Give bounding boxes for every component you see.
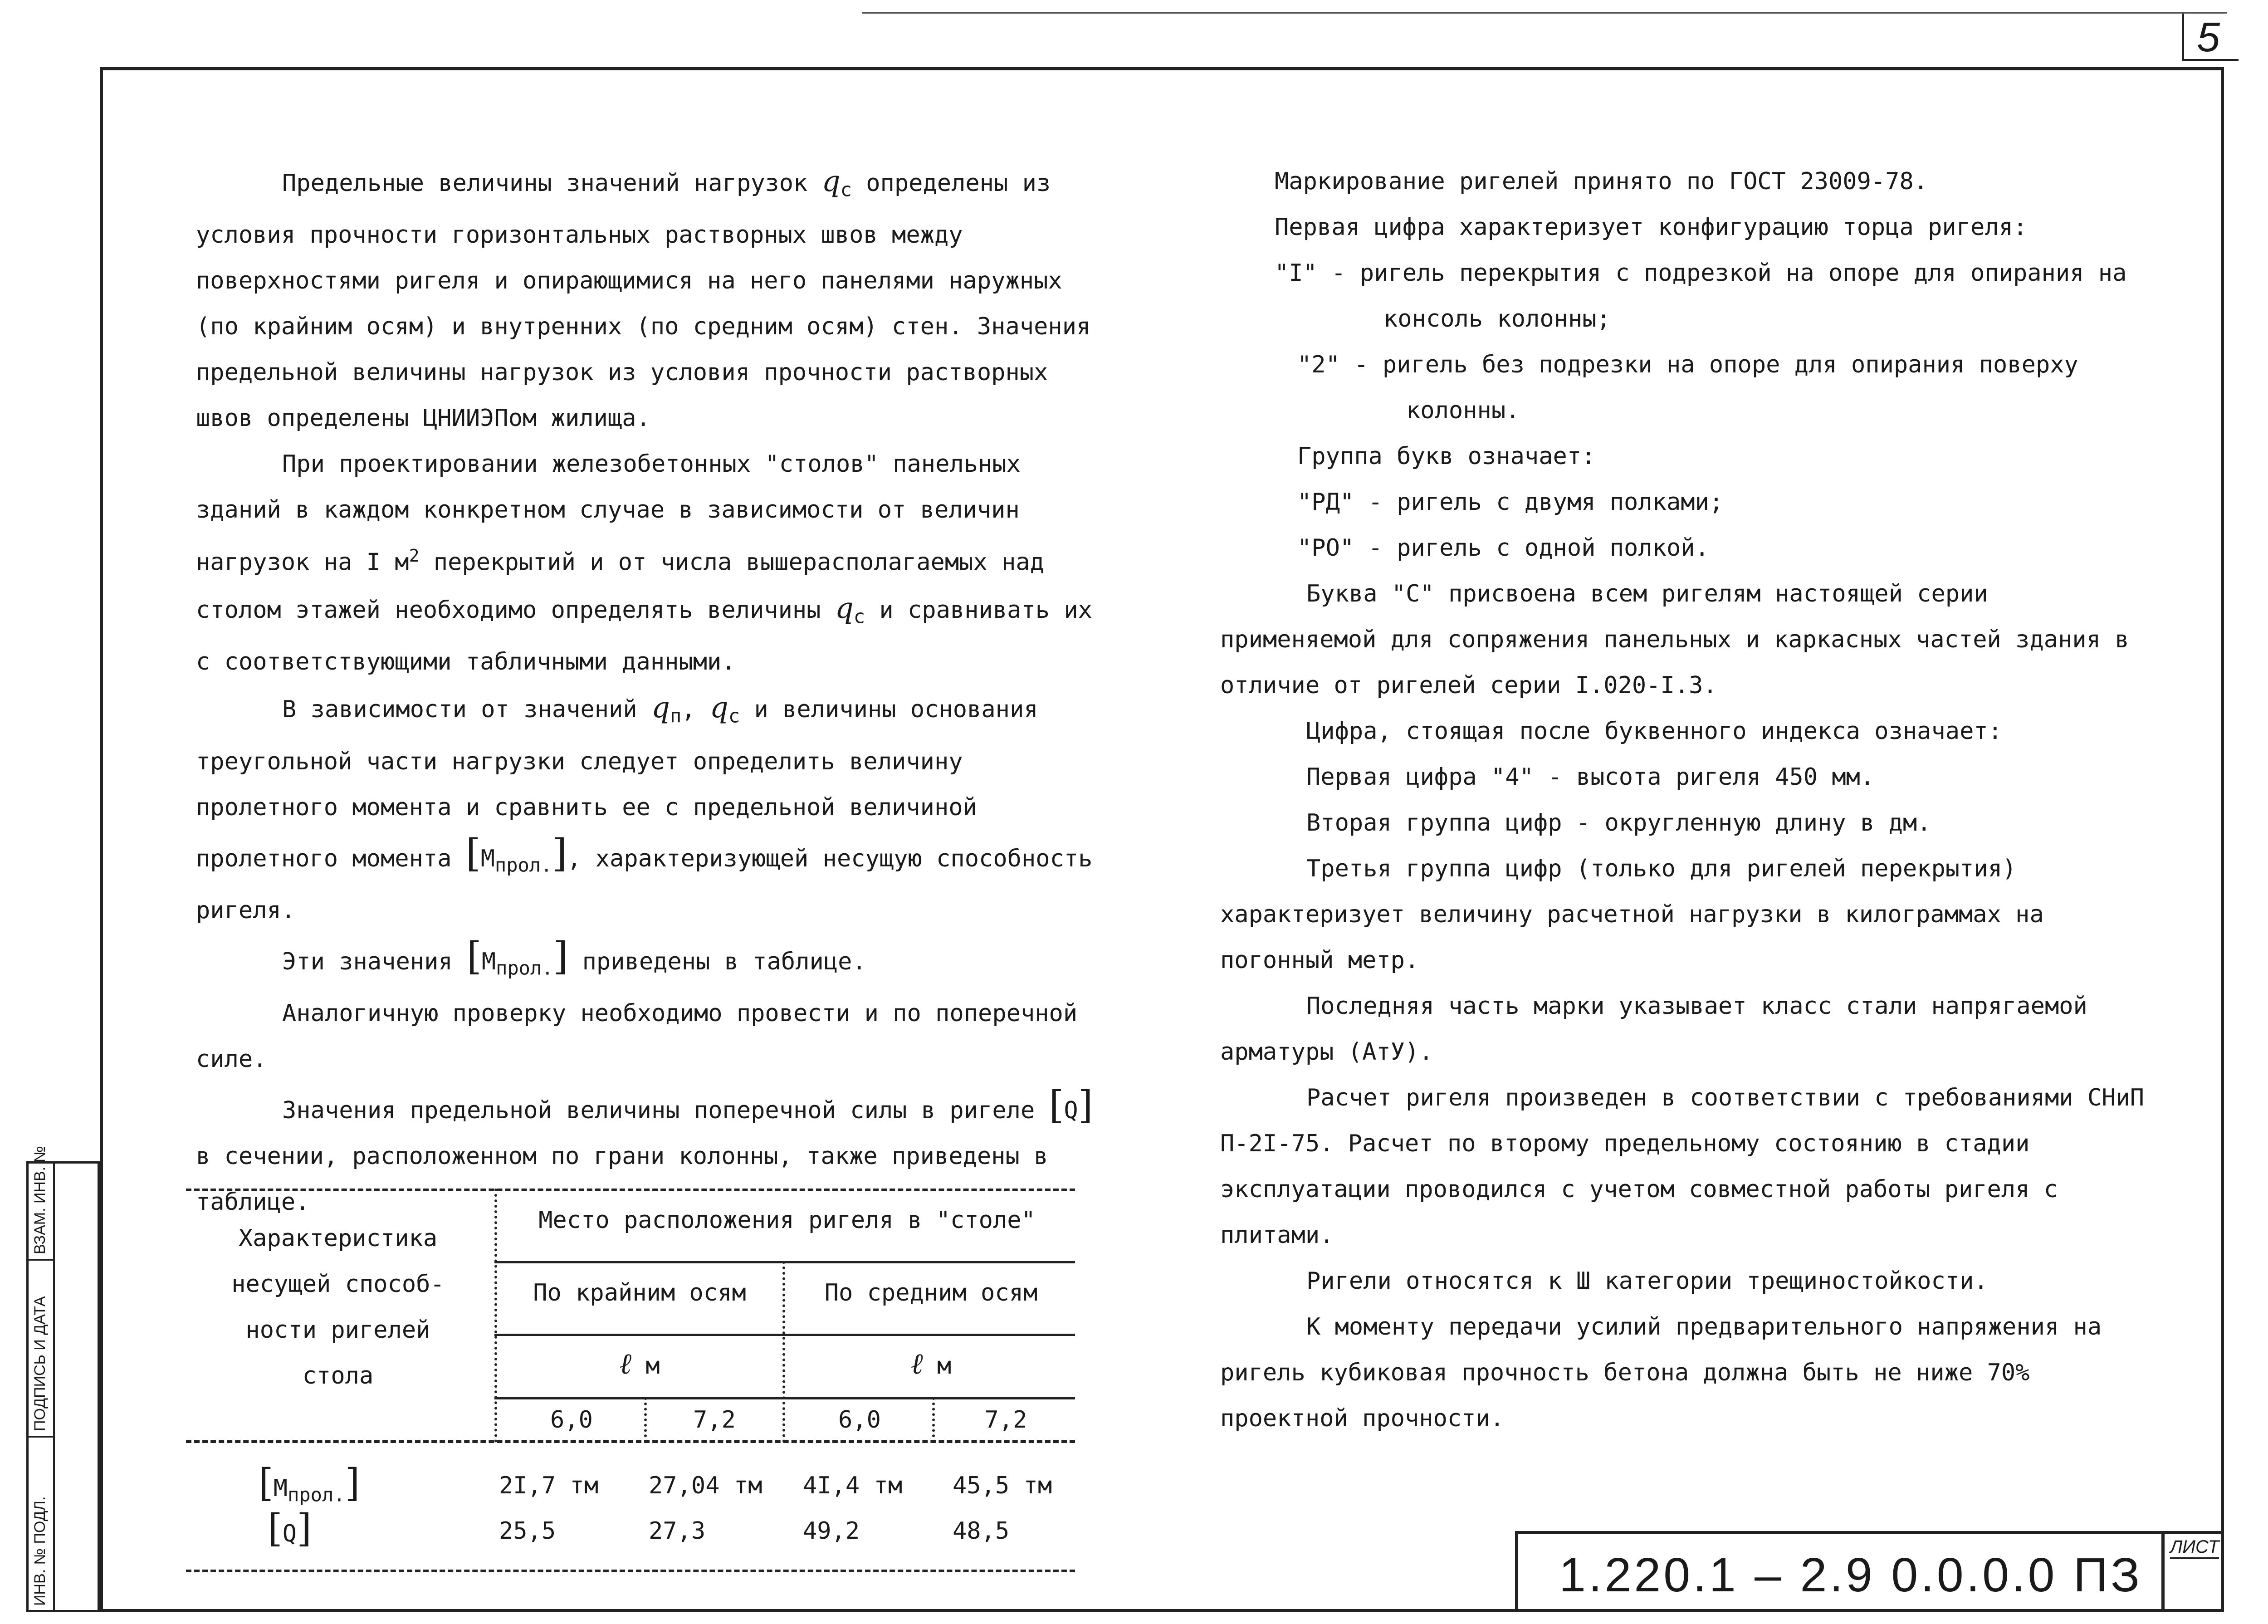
table-length-label xyxy=(787,1347,1075,1381)
subscript: с xyxy=(840,178,852,201)
right-paragraph-6: "РД" - ригель с двумя полками; xyxy=(1297,489,1724,516)
subscript: прол. xyxy=(496,957,553,979)
moment-symbol: М xyxy=(273,1475,288,1502)
table-group-header: Место расположения ригеля в "столе" xyxy=(538,1207,1036,1234)
page-number-cell xyxy=(2182,14,2239,61)
side-label-inv-podl: ИНВ. № ПОДЛ. xyxy=(31,1496,49,1606)
subscript: с xyxy=(728,704,740,727)
right-paragraph-13: Последняя часть марки указывает класс стали напрягаемой арматуры (АтУ). xyxy=(1220,993,2087,1066)
left-paragraph-4 xyxy=(196,934,1094,991)
table-row-label-moment xyxy=(259,1461,431,1506)
text-span: и сравнивать их с соответствующими табличными данными. xyxy=(196,596,1092,676)
bracket-open: [ xyxy=(1049,1083,1064,1128)
table-bottom-rule xyxy=(186,1570,1075,1572)
page-number: 5 xyxy=(2197,14,2220,60)
right-paragraph-1: Маркирование ригелей принято по ГОСТ 23009-78. xyxy=(1275,168,1928,195)
moment-symbol: М xyxy=(481,948,496,975)
table-cell: 25,5 xyxy=(499,1517,556,1545)
right-text-column xyxy=(1220,159,2155,1442)
table-cell: 27,04 тм xyxy=(649,1472,763,1499)
bracket-open: [ xyxy=(467,934,482,978)
load-symbol: q xyxy=(709,691,728,725)
title-stamp xyxy=(1515,1531,2168,1612)
left-paragraph-2 xyxy=(196,441,1094,685)
table-cell: 27,3 xyxy=(649,1517,706,1545)
text-span: При проектировании железобетонных "столов" панельных зданий в каждом конкретном случае в зависимости от величин нагрузок на I м xyxy=(196,450,1021,576)
length-unit: м xyxy=(937,1352,952,1379)
table-top-rule xyxy=(186,1189,1075,1191)
left-paragraph-3 xyxy=(196,685,1094,934)
bracket-open: [ xyxy=(268,1506,283,1551)
table-col-divider xyxy=(932,1397,935,1443)
top-edge-line xyxy=(862,12,2227,14)
text-span: в сечении, расположенном по грани колонны, также приведены в таблице. xyxy=(196,1143,1048,1216)
side-label-podpis-data: ПОДПИСЬ И ДАТА xyxy=(31,1296,49,1431)
left-paragraph-1 xyxy=(196,159,1094,441)
text-span: Эти значения xyxy=(282,948,467,975)
bracket-close: ] xyxy=(553,934,568,978)
table-head-line: Характеристика xyxy=(238,1225,438,1252)
table-cell: 2I,7 тм xyxy=(499,1472,599,1499)
right-paragraph-5: Группа букв означает: xyxy=(1297,443,1596,470)
table-sub-header-middle: По средним осям xyxy=(824,1279,1038,1306)
left-text-column xyxy=(196,159,1094,1225)
table-head-line: несущей способ- xyxy=(231,1271,445,1298)
right-paragraph-12: Третья группа цифр (только для ригелей перекрытия) характеризует величину расчетной нагрузки в килограммах на погонный метр. xyxy=(1220,855,2044,974)
side-divider xyxy=(29,1436,53,1438)
table-head-line: ности ригелей xyxy=(245,1316,430,1344)
text-span: , xyxy=(681,696,710,724)
table-span-value: 7,2 xyxy=(693,1406,736,1433)
right-paragraph-10: Первая цифра "4" - высота ригеля 450 мм. xyxy=(1306,763,1875,791)
right-paragraph-11: Вторая группа цифр - округленную длину в дм. xyxy=(1306,809,1931,836)
bracket-open: [ xyxy=(465,831,481,876)
bracket-close: ] xyxy=(297,1506,312,1551)
capacity-table xyxy=(186,1189,1075,1574)
text-span: В зависимости от значений xyxy=(282,696,651,724)
shear-symbol: Q xyxy=(1064,1097,1078,1125)
load-symbol: q xyxy=(651,691,670,725)
text-span: Предельные величины значений нагрузок xyxy=(282,170,822,197)
load-symbol: q xyxy=(821,165,841,198)
table-col-divider xyxy=(494,1189,497,1443)
subscript: п xyxy=(670,704,682,727)
subscript: прол. xyxy=(288,1483,345,1506)
document-code: 1.220.1 – 2.9 0.0.0.0 ПЗ xyxy=(1559,1548,2143,1602)
table-col-divider xyxy=(782,1261,785,1443)
shear-symbol: Q xyxy=(282,1520,297,1547)
table-span-value: 6,0 xyxy=(838,1406,881,1433)
right-paragraph-9: Цифра, стоящая после буквенного индекса означает: xyxy=(1306,718,2003,745)
table-length-label xyxy=(499,1347,780,1381)
right-paragraph-14: Расчет ригеля произведен в соответствии с требованиями СНиП П-2I-75. Расчет по второму предельному состоянию в стадии эксплуатации проводился с учетом совместной работы ригеля с плитами. xyxy=(1220,1084,2145,1249)
sheet-cell xyxy=(2161,1531,2224,1612)
right-paragraph-8: Буква "С" присвоена всем ригелям настоящей серии применяемой для сопряжения панельных и каркасных частей здания в отличие от ригелей серии I.020-I.3. xyxy=(1220,580,2129,699)
table-span-value: 6,0 xyxy=(550,1406,593,1433)
text-span: определены из условия прочности горизонтальных растворных швов между поверхностями ригеля и опирающимися на него панелями наружных (по крайним осям) и внутренних (по средним осям) стен. Значения предельной величины нагрузок из условия прочности растворных швов определены ЦНИИЭПом жилища. xyxy=(196,170,1091,432)
text-span: Значения предельной величины поперечной силы в ригеле xyxy=(282,1097,1049,1125)
length-unit: м xyxy=(645,1352,660,1379)
left-paragraph-5: Аналогичную проверку необходимо провести и по поперечной силе. xyxy=(196,1000,1078,1073)
side-stamp-labels xyxy=(29,1145,55,1610)
subscript: с xyxy=(853,605,865,628)
load-symbol: q xyxy=(835,591,854,625)
bracket-close: ] xyxy=(345,1461,360,1505)
subscript: прол. xyxy=(494,853,552,876)
side-stamp xyxy=(26,1145,100,1612)
table-cell: 48,5 xyxy=(953,1517,1010,1545)
side-divider xyxy=(29,1259,53,1261)
table-cell: 4I,4 тм xyxy=(803,1472,903,1499)
bracket-open: [ xyxy=(259,1461,274,1505)
text-span: приведены в таблице. xyxy=(568,948,866,975)
bracket-close: ] xyxy=(1078,1083,1093,1128)
table-cell: 49,2 xyxy=(803,1517,860,1545)
right-paragraph-15: Ригели относятся к Ш категории трещиностойкости. xyxy=(1306,1267,1988,1295)
right-paragraph-16: К моменту передачи усилий предварительного напряжения на ригель кубиковая прочность бетона должна быть не ниже 70% проектной прочности. xyxy=(1220,1313,2102,1432)
side-label-vzam-inv: ВЗАМ. ИНВ. № xyxy=(31,1145,49,1254)
length-symbol: ℓ xyxy=(619,1347,632,1381)
right-paragraph-3: "I" - ригель перекрытия с подрезкой на опоре для опирания на консоль колонны; xyxy=(1275,259,2127,333)
table-cell: 45,5 тм xyxy=(953,1472,1052,1499)
table-span-value: 7,2 xyxy=(984,1406,1027,1433)
table-sub-header-edge: По крайним осям xyxy=(533,1279,746,1306)
table-col-divider xyxy=(644,1397,647,1443)
right-paragraph-2: Первая цифра характеризует конфигурацию торца ригеля: xyxy=(1275,214,2028,241)
text-span: и величины основания треугольной части нагрузки следует определить величину пролетного момента и сравнить ее с предельной величиной пролетного момента xyxy=(196,696,1038,872)
table-row-label-shear xyxy=(268,1506,358,1551)
right-paragraph-7: "РО" - ригель с одной полкой. xyxy=(1297,534,1709,562)
moment-symbol: М xyxy=(480,845,495,872)
length-symbol: ℓ xyxy=(910,1347,923,1381)
table-head-line: стола xyxy=(302,1362,374,1389)
text-span: , характеризующей несущую способность ригеля. xyxy=(196,845,1093,924)
table-head-column xyxy=(186,1216,490,1399)
right-paragraph-4: "2" - ригель без подрезки на опоре для опирания поверху колонны. xyxy=(1297,351,2078,424)
bracket-close: ] xyxy=(552,831,567,876)
superscript: 2 xyxy=(409,546,420,566)
text-span: перекрытий и от числа вышерасполагаемых над столом этажей необходимо определять величины xyxy=(196,548,1044,624)
table-header-rule xyxy=(186,1440,1075,1443)
sheet-label: ЛИСТ xyxy=(2170,1537,2219,1559)
